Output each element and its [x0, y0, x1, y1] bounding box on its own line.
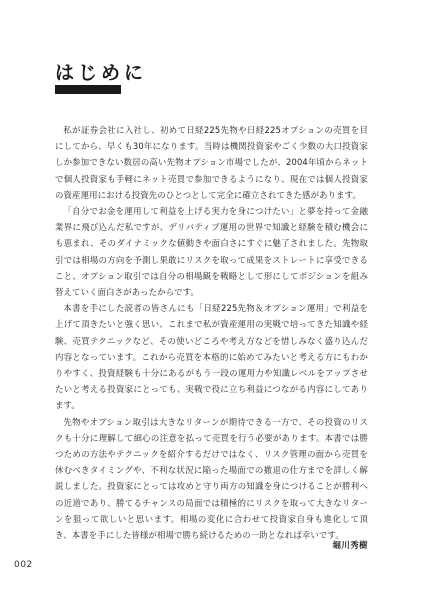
paragraph-3: 本書を手にした読者の皆さんにも「日経225先物＆オプション運用」で利益を上げて頂きたいと強く思い、これまで私が資産運用の実戦で培ってきた知識や経験、売買テクニックなど、その使いどころや考え方などを惜しみなく盛り込んだ内容となっています。これから売買を本格的に始めてみたいと考える方にもわかりやすく、投資経験も十分にあるがもう一段の運用力や知識レベルをアップさせたいと考える投資家にとっても、実戦で役に立ち利益につながる内容にしてあります。	[55, 303, 368, 411]
page-number: 002	[14, 560, 33, 570]
title-underline-bar	[55, 85, 121, 94]
paragraph-4: 先物やオプション取引は大きなリターンが期待できる一方で、その投資のリスクも十分に理解して細心の注意を払って売買を行う必要があります。本書では勝つための方法やテクニックを紹介するだけではなく、リスク管理の面から売買を休むべきタイミングや、不利な状況に陥った場面での撤退の仕方までを詳しく解説しました。投資家にとっては攻めと守り両方の知識を身につけることが勝利への近道であり、勝てるチャンスの局面では積極的にリスクを取って大きなリターンを狙って欲しいと思います。相場の変化に合わせて投資家自身も進化して頂き、本書を手にした皆様が相場で勝ち続けるための一助となれば幸いです。	[55, 416, 368, 541]
body-text	[55, 122, 368, 543]
page-title: はじめに	[55, 62, 148, 84]
paragraph-2: 「自分でお金を運用して利益を上げる実力を身につけたい」と夢を持って金融業界に飛び込んだ私ですが、デリバティブ運用の世界で知識と経験を積む機会にも恵まれ、そのダイナミックな値動きや面白さにすぐに魅了されました。先物取引では相場の方向を予測し果敢にリスクを取って成果をストレートに享受できること、オプション取引では自分の相場観を戦略として形にしてポジションを組み替えていく面白さがあったからです。	[55, 206, 368, 298]
paragraph-1: 私が証券会社に入社し、初めて日経225先物や日経225オプションの売買を目にしてから、早くも30年になります。当時は機関投資家やごく少数の大口投資家しか参加できない数居の高い先物オプション市場でしたが、2004年頃からネットで個人投資家も手軽にネット売買で参加できるようになり、現在では個人投資家の資産運用における投資先のひとつとして完全に確立されてきた感があります。	[55, 125, 368, 200]
author-signature: 堀川秀樹	[332, 540, 368, 550]
